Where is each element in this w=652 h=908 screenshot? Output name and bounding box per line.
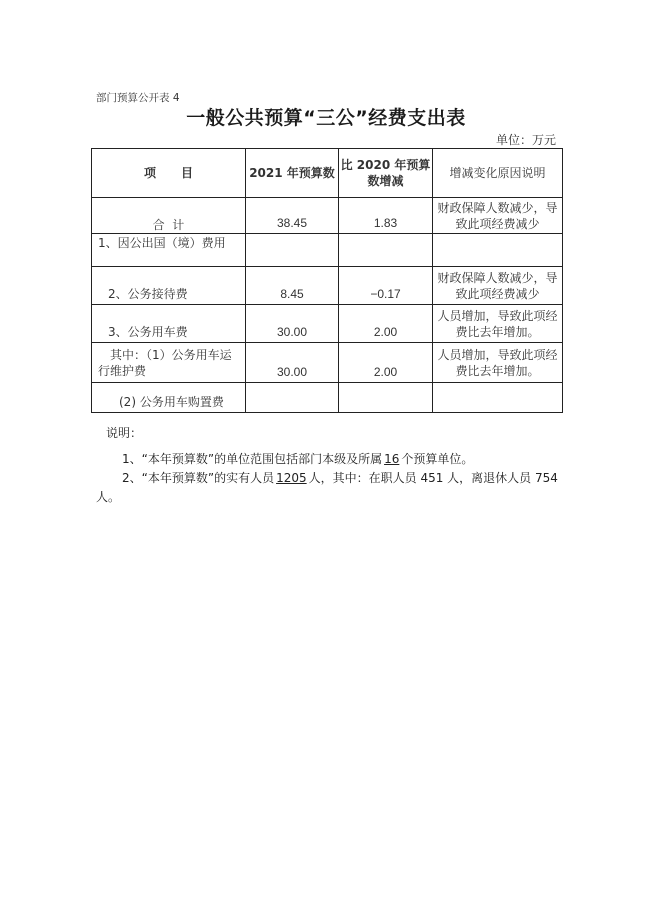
row-name-reception [92, 267, 246, 305]
row-change-abroad [339, 234, 433, 267]
table-row [92, 267, 563, 305]
row-reason-abroad [433, 234, 563, 267]
row-change-vehicle-purchase [339, 383, 433, 413]
row-change-vehicle: 2.00 [339, 305, 433, 343]
row-reason-total: 财政保障人数减少，导致此项经费减少 [433, 198, 563, 234]
budget-table [91, 148, 563, 413]
row-budget-total: 38.45 [246, 198, 339, 234]
row-change-reception: −0.17 [339, 267, 433, 305]
row-name-total-text: 合 计 [152, 218, 185, 232]
header-item: 项 目 [92, 149, 246, 198]
note-1-value: 16 [384, 452, 400, 466]
row-budget-reception: 8.45 [246, 267, 339, 305]
note-2 [96, 469, 558, 507]
row-change-vehicle-maintenance: 2.00 [339, 343, 433, 383]
row-name-vehicle-purchase-text: (2) 公务用车购置费 [119, 395, 224, 409]
row-name-abroad-text: 1、因公出国（境）费用 [98, 236, 226, 250]
row-name-vehicle-purchase [92, 383, 246, 413]
row-reason-vehicle: 人员增加，导致此项经费比去年增加。 [433, 305, 563, 343]
note-1-prefix: 1、“本年预算数”的单位范围包括部门本级及所属 [122, 452, 383, 466]
row-name-reception-text: 2、公务接待费 [108, 287, 188, 301]
page-title: 一般公共预算“三公”经费支出表 [186, 107, 466, 129]
note-2-prefix: 2、“本年预算数”的实有人员 [122, 471, 275, 485]
header-budget: 2021 年预算数 [246, 149, 339, 198]
note-1-suffix: 个预算单位。 [401, 452, 474, 466]
row-reason-vehicle-purchase [433, 383, 563, 413]
row-change-total: 1.83 [339, 198, 433, 234]
row-name-vehicle [92, 305, 246, 343]
row-name-abroad [92, 234, 246, 267]
header-change-line1: 比 2020 年预算 [340, 158, 431, 172]
row-budget-vehicle-purchase [246, 383, 339, 413]
table-header-row [92, 149, 563, 198]
table-row [92, 234, 563, 267]
row-reason-vehicle-maintenance: 人员增加，导致此项经费比去年增加。 [433, 343, 563, 383]
table-row [92, 305, 563, 343]
table-row [92, 343, 563, 383]
row-reason-reception: 财政保障人数减少，导致此项经费减少 [433, 267, 563, 305]
row-budget-abroad [246, 234, 339, 267]
row-name-total [92, 198, 246, 234]
row-name-vehicle-maintenance [92, 343, 246, 383]
note-1 [96, 450, 558, 469]
header-change [339, 149, 433, 198]
document-label: 部门预算公开表 4 [96, 92, 180, 104]
header-reason: 增减变化原因说明 [433, 149, 563, 198]
notes-section [96, 424, 558, 507]
unit-label: 单位：万元 [495, 133, 556, 147]
row-name-vehicle-maintenance-text: 其中：（1）公务用车运行维护费 [98, 347, 232, 378]
row-budget-vehicle-maintenance: 30.00 [246, 343, 339, 383]
header-change-line2: 数增减 [367, 174, 404, 188]
notes-heading: 说明： [106, 426, 143, 440]
table-row [92, 198, 563, 234]
note-2-suffix: 人，其中：在职人员 451 人，离退休人员 754 人。 [96, 471, 558, 504]
note-2-value: 1205 [276, 471, 307, 485]
row-budget-vehicle: 30.00 [246, 305, 339, 343]
table-row [92, 383, 563, 413]
row-name-vehicle-text: 3、公务用车费 [108, 325, 188, 339]
